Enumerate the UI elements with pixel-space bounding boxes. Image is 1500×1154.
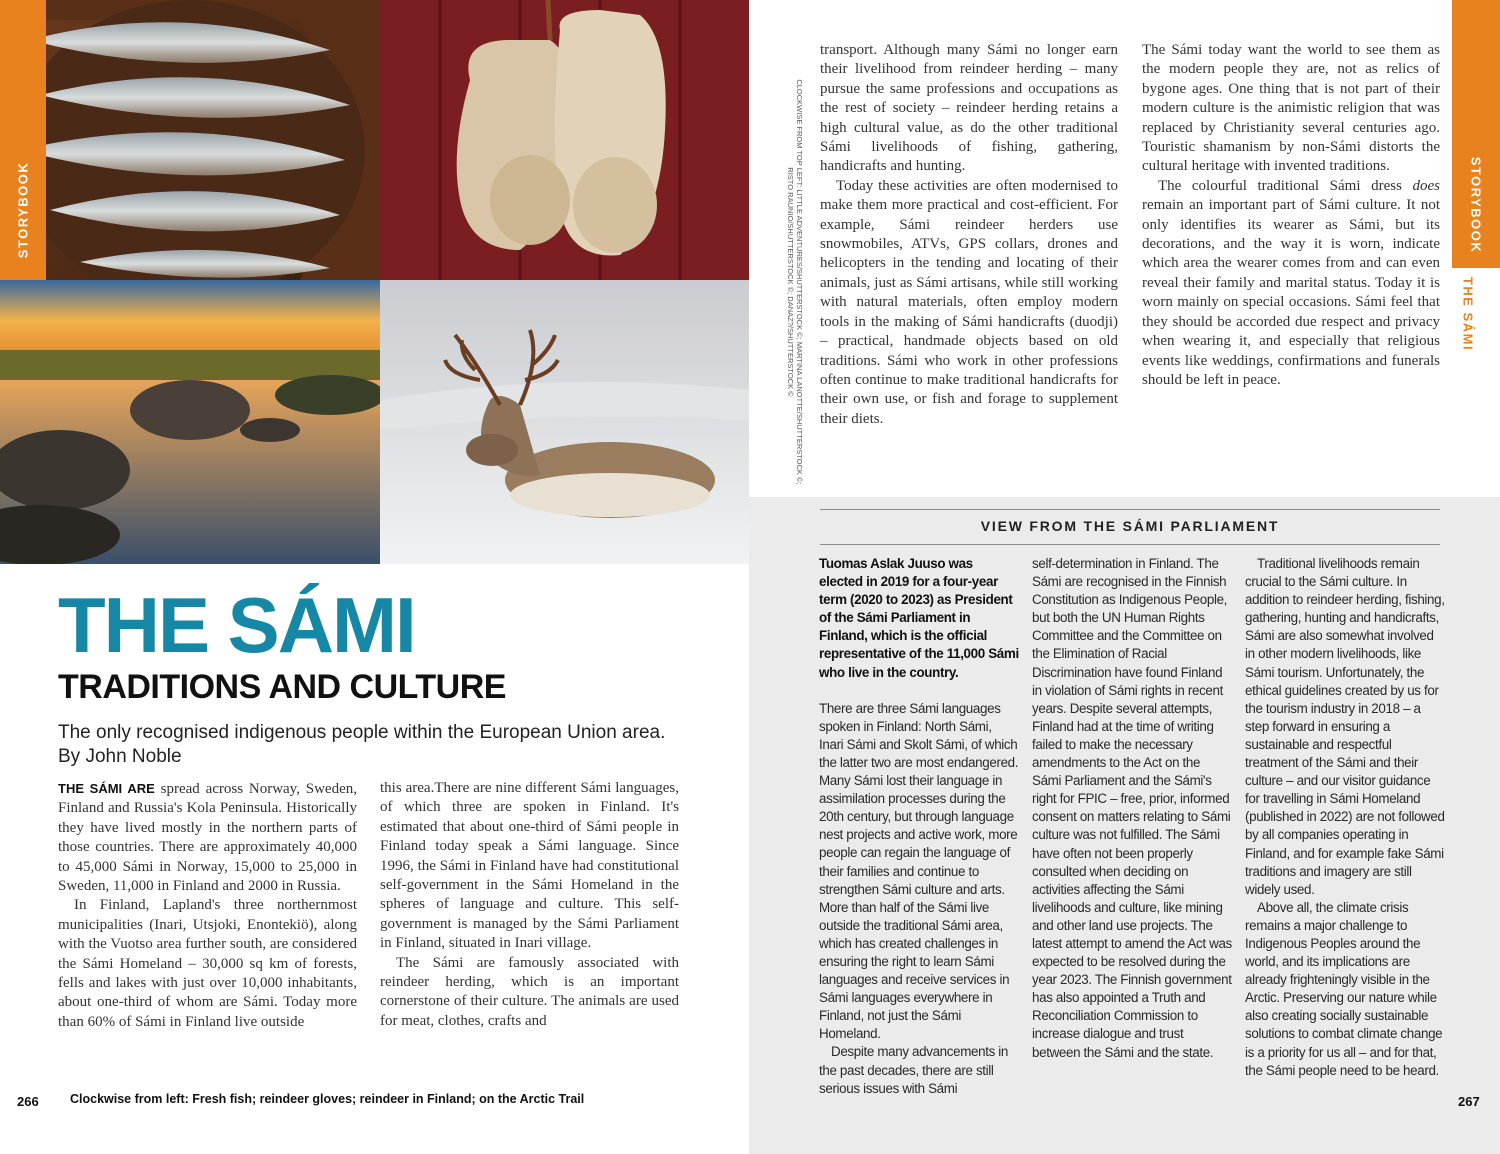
photo-caption: Clockwise from left: Fresh fish; reindeer gloves; reindeer in Finland; on the Arctic Trail <box>70 1092 585 1106</box>
sidebar-paragraph: Traditional livelihoods remain crucial to the Sámi culture. In addition to reindeer herding, fishing, gathering, hunting and handicrafts, Sámi are also somewhat involved in other modern livelihoods, like Sámi tourism. Unfortunately, the ethical guidelines created by us for the tourism industry in 2018 – a step forward in ensuring a sustainable and respectful treatment of the Sámi and their culture – and our visitor guidance for travelling in Sámi Homeland (published in 2022) are not followed by all companies operating in Finland, and for example fake Sámi traditions and imagery are still widely used. <box>1245 556 1445 897</box>
photo-credit-line1: CLOCKWISE FROM TOP LEFT: LITTLE ADVENTURES/SHUTTERSTOCK ©; MARTINA LANOTTE/SHUTTERSTOCK ©; <box>795 79 804 485</box>
photo-credit-line2: RISTO RAUNIO/SHUTTERSTOCK ©; DANAZ?/SHUTTERSTOCK © <box>786 167 795 397</box>
body-paragraph: The Sámi today want the world to see them as the modern people they are, not as relics of bygone ages. One thing that is not part of their modern culture is the animistic religion that was replaced by Christianity several centuries ago. Touristic shamanism by non-Sámi distorts the cultural heritage with invented traditions. <box>1142 42 1440 175</box>
sidebar-column-2 <box>1032 555 1232 1062</box>
photo-fresh-fish <box>0 0 380 280</box>
body-paragraph: this area.There are nine different Sámi languages, of which three are spoken in Finland. It's estimated that about one-third of Sámi people in Finland today speak a Sámi language. Since 1996, the Sámi in Finland have had constitutional self-government in the Sámi Homeland in the spheres of language and culture. This self-government is managed by the Sámi Parliament in Finland, situated in Inari village. <box>380 780 679 952</box>
photo-arctic-trail-lake <box>0 280 380 564</box>
sidebar-paragraph: There are three Sámi languages spoken in Finland: North Sámi, Inari Sámi and Skolt Sámi, of which the latter two are most endangered. Many Sámi lost their language in assimilation processes during the 20th century, but through language nest projects and active work, more people can regain the language of their families and continue to strengthen Sámi culture and arts. More than half of the Sámi live outside the traditional Sámi area, which has created challenges in ensuring the right to learn Sámi languages and receive services in Sámi languages everywhere in Finland, not just the Sámi Homeland. <box>819 700 1019 1042</box>
emphasis-text: does <box>1412 177 1440 194</box>
run-in-lead: THE SÁMI ARE <box>58 781 155 796</box>
sidebar-title-rule <box>820 544 1440 545</box>
article-standfirst <box>58 721 698 769</box>
body-paragraph: transport. Although many Sámi no longer earn their livelihood from reindeer herding – many pursue the same professions and occupations as the rest of society – reindeer herding retains a high cultural value, as do the other traditional Sámi livelihoods of fishing, gathering, handicrafts and hunting. <box>820 42 1118 175</box>
body-column-1 <box>58 779 357 1032</box>
body-paragraph: Today these activities are often modernised to make them more practical and cost-efficient. For example, Sámi reindeer herders use snowmobiles, ATVs, GPS collars, drones and helicopters in the tending and locating of their animals, just as Sámi artisans, while still working with natural materials, often employ modern tools in the making of Sámi handicrafts (duodji) – practical, handmade objects based on old traditions. Sámi who work in other professions often continue to make traditional handicrafts for their own use, or fish and forage to supplement their diets. <box>820 177 1118 427</box>
storybook-tab-right-label: STORYBOOK <box>1468 156 1484 254</box>
storybook-tab-left <box>0 0 46 280</box>
body-paragraph <box>58 779 357 896</box>
section-label-the-sami: THE SÁMI <box>1460 276 1476 352</box>
article-subtitle: TRADITIONS AND CULTURE <box>58 668 506 706</box>
body-paragraph <box>1142 177 1440 390</box>
storybook-tab-right <box>1452 0 1500 268</box>
sidebar-paragraph: self-determination in Finland. The Sámi are recognised in the Finnish Constitution as Indigenous People, but both the UN Human Rights Committee and the Committee on the Elimination of Racial Discrimination have found Finland in violation of Sámi rights in recent years. Despite several attempts, Finland had at the time of writing failed to make the necessary amendments to the Act on the Sámi Parliament and the Sámi's right for FPIC – free, prior, informed consent on matters relating to Sámi culture was not fulfilled. The Sámi have often not been properly consulted when deciding on activities affecting the Sámi livelihoods and culture, like mining and other land use projects. The latest attempt to amend the Act was expected to be resolved during the year 2023. The Finnish government has also appointed a Truth and Reconciliation Commission to increase dialogue and trust between the Sámi and the state. <box>1032 556 1232 1060</box>
standfirst-text: The only recognised indigenous people within the European Union area. <box>58 722 666 743</box>
sidebar-column-1 <box>819 555 1019 1098</box>
sidebar-column-3 <box>1245 555 1445 1080</box>
body-column-3 <box>820 41 1118 429</box>
sidebar-paragraph: Above all, the climate crisis remains a major challenge to Indigenous Peoples around the world, and its implications are already frighteningly visible in the Arctic. Preserving our nature while also creating socially sustainable solutions to combat climate change is a priority for us all – and for that, the Sámi people need to be heard. <box>1245 899 1443 1078</box>
photo-reindeer-gloves <box>380 0 749 280</box>
body-column-2 <box>380 779 679 1031</box>
sidebar-intro: Tuomas Aslak Juuso was elected in 2019 for a four-year term (2020 to 2023) as President of the Sámi Parliament in Finland, which is the official representative of the 11,000 Sámi who live in the country. <box>819 556 1019 680</box>
page-number-right: 267 <box>1458 1094 1480 1109</box>
body-paragraph: In Finland, Lapland's three northernmost municipalities (Inari, Utsjoki, Enontekiö), along with the Vuotso area further south, are considered the Sámi Homeland – 30,000 sq km of forests, fells and lakes with just over 10,000 inhabitants, about one-third of whom are Sámi. Today more than 60% of Sámi in Finland live outside <box>58 897 357 1030</box>
page-number-left: 266 <box>17 1094 39 1109</box>
sidebar-title: VIEW FROM THE SÁMI PARLIAMENT <box>980 518 1280 534</box>
body-text: spread across Norway, Sweden, Finland and Russia's Kola Peninsula. Historically they have lived mostly in the northern parts of those countries. There are approximately 40,000 to 45,000 Sámi in Norway, 15,000 to 25,000 in Sweden, 11,000 in Finland and 2000 in Russia. <box>58 781 357 895</box>
sidebar-top-rule <box>820 509 1440 510</box>
body-paragraph: The Sámi are famously associated with reindeer herding, which is an important cornerstone of their culture. The animals are used for meat, clothes, crafts and <box>380 954 679 1029</box>
sidebar-paragraph: Despite many advancements in the past decades, there are still serious issues with Sámi <box>819 1044 1009 1096</box>
article-title: THE SÁMI <box>58 581 415 669</box>
photo-credit <box>786 67 804 497</box>
byline: By John Noble <box>58 746 182 767</box>
photo-reindeer-snow <box>380 280 749 564</box>
body-text: The colourful traditional Sámi dress <box>1158 177 1413 194</box>
body-text: remain an important part of Sámi culture. It not only identifies its wearer as Sámi, but its decorations, and the way it is worn, indicate which area the wearer comes from and can even reveal their family and marital status. Today it is worn mainly on special occasions. Sámi feel that they should be accorded due respect and privacy when wearing it, and especially that religious events like weddings, confirmations and funerals should be left in peace. <box>1142 197 1440 388</box>
storybook-tab-left-label: STORYBOOK <box>15 161 31 259</box>
body-column-4 <box>1142 41 1440 390</box>
